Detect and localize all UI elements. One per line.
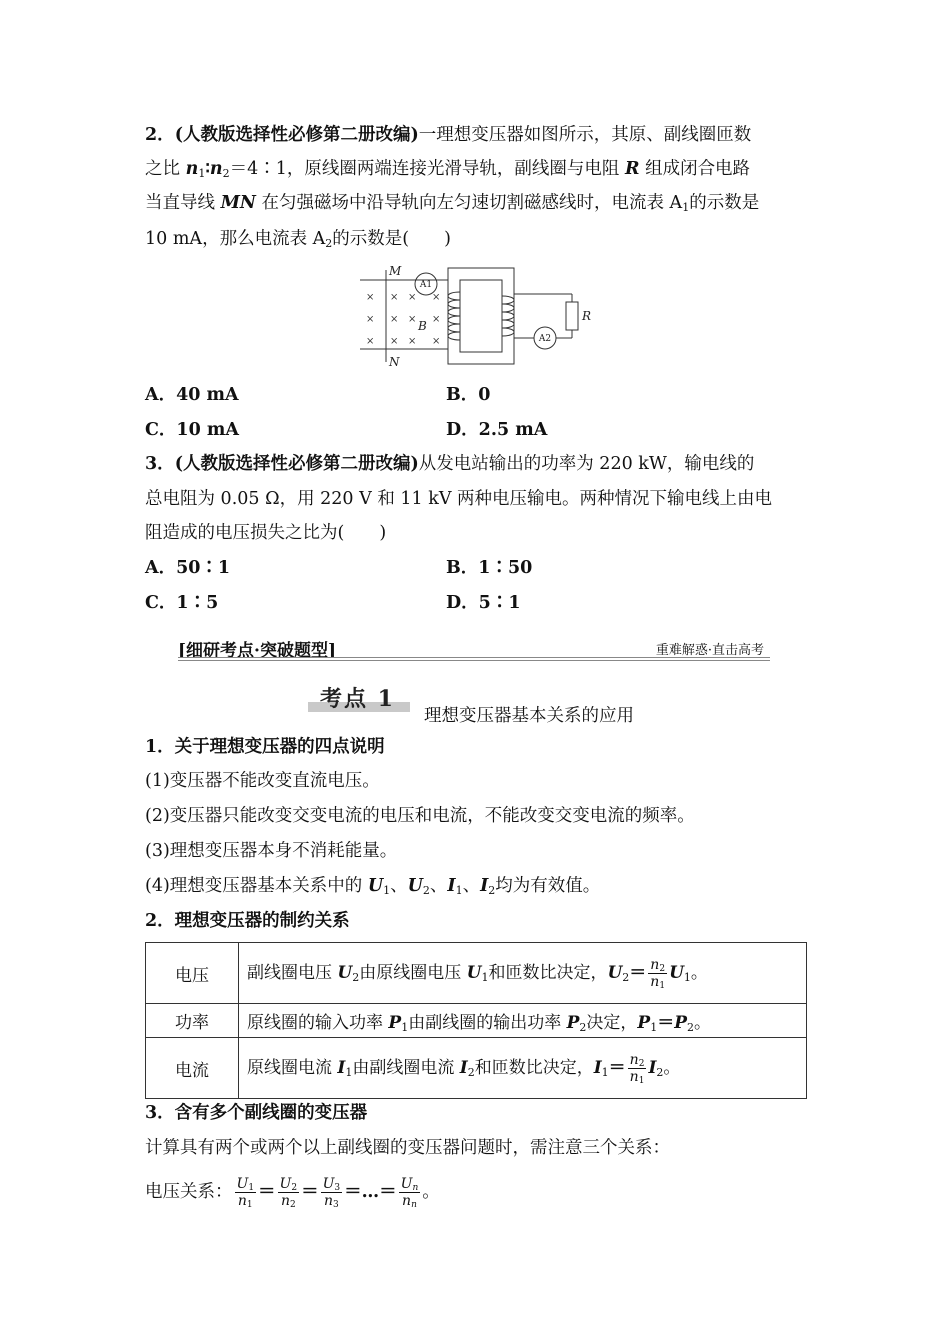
kaodian-label: 考点 1	[320, 686, 395, 712]
table-row	[146, 1004, 807, 1038]
q3-line-2: 总电阻为 0.05 Ω，用 220 V 和 11 kV 两种电压输电。两种情况下输电线上由电	[145, 489, 773, 509]
label-M: M	[389, 264, 402, 278]
label-B: B	[418, 319, 427, 333]
point-3: (3)理想变压器本身不消耗能量。	[145, 841, 398, 861]
svg-text:×: ×	[390, 336, 399, 347]
svg-text:×: ×	[408, 292, 417, 303]
table-value: 原线圈的输入功率 $P_1$由副线圈的输出功率 $P_2$决定，$P_1=P_2$。	[239, 1004, 807, 1038]
section-header-right: 重难解惑·直击高考	[655, 643, 764, 658]
voltage-relation: 电压关系： $\frac{U_1}{n_1}$ ＝ $\frac{U_2}{n_2}$ ＝ $\frac{U_3}{n_3}$ ＝…＝ $\frac{U_n}{n_n}$ 。	[145, 1176, 440, 1210]
svg-text:×: ×	[432, 292, 441, 303]
q3-line-1: 3．(人教版选择性必修第二册改编)从发电站输出的功率为 220 kW，输电线的	[145, 454, 755, 474]
section3-heading: 3．含有多个副线圈的变压器	[145, 1103, 368, 1123]
table-row	[146, 943, 807, 1004]
kaodian-badge	[308, 688, 410, 714]
q3-option-a[interactable]: A．50∶1	[145, 558, 231, 578]
svg-text:×: ×	[408, 314, 417, 325]
q3-option-c[interactable]: C．1∶5	[145, 593, 219, 613]
points-heading-2: 2．理想变压器的制约关系	[145, 911, 350, 931]
q2-option-c[interactable]: C．10 mA	[145, 420, 239, 440]
q2-line-2: 之比 $n_1∶n_2=4∶1$，原线圈两端连接光滑导轨，副线圈与电阻 R 组成闭合电路	[145, 159, 751, 180]
table-value: 副线圈电压 $U_2$由原线圈电压 $U_1$和匝数比决定，$U_2=$ $\frac{n_2}{n_1}$ $U_1$。	[239, 943, 807, 1004]
q2-text: 一理想变压器如图所示，其原、副线圈匝数	[418, 125, 752, 145]
point-2: (2)变压器只能改变交变电流的电压和电流，不能改变交变电流的频率。	[145, 806, 695, 826]
q3-source: (人教版选择性必修第二册改编)	[174, 454, 419, 474]
q2-number: 2．	[145, 125, 175, 145]
table-key: 功率	[146, 1004, 239, 1038]
points-heading-1: 1．关于理想变压器的四点说明	[145, 737, 385, 757]
svg-text:×: ×	[366, 292, 375, 303]
table-value: 原线圈电流 $I_1$由副线圈电流 $I_2$和匝数比决定，$I_1=$ $\frac{n_2}{n_1}$ $I_2$。	[239, 1038, 807, 1099]
q2-option-b[interactable]: B．0	[446, 385, 491, 405]
transformer-circuit-figure	[360, 262, 600, 372]
table-key: 电流	[146, 1038, 239, 1099]
constraint-table	[145, 942, 807, 1099]
q3-option-b[interactable]: B．1∶50	[446, 558, 533, 578]
label-N: N	[389, 355, 400, 369]
svg-text:×: ×	[366, 314, 375, 325]
point-4: (4)理想变压器基本关系中的 $U_1$、$U_2$、$I_1$、$I_2$均为有效值。	[145, 876, 601, 897]
section-header-left: [细研考点·突破题型]	[178, 641, 337, 661]
q2-option-d[interactable]: D．2.5 mA	[446, 420, 548, 440]
q2-line-1	[145, 124, 751, 146]
svg-text:×: ×	[390, 314, 399, 325]
q2-option-a[interactable]: A．40 mA	[145, 385, 239, 405]
ammeter-A1: A1	[419, 280, 433, 290]
section-header	[178, 636, 770, 660]
section3-text: 计算具有两个或两个以上副线圈的变压器问题时，需注意三个关系：	[145, 1138, 670, 1158]
q2-line-4: 10 mA，那么电流表 $A_2$的示数是( )	[145, 229, 451, 250]
table-row	[146, 1038, 807, 1099]
table-key: 电压	[146, 943, 239, 1004]
q2-line-3: 当直导线 MN 在匀强磁场中沿导轨向左匀速切割磁感线时，电流表 $A_1$的示数是	[145, 193, 760, 214]
svg-text:×: ×	[366, 336, 375, 347]
svg-text:×: ×	[408, 336, 417, 347]
svg-text:×: ×	[432, 314, 441, 325]
q3-line-3: 阻造成的电压损失之比为( )	[145, 523, 387, 543]
svg-text:×: ×	[390, 292, 399, 303]
section-header-rule	[178, 657, 770, 661]
ammeter-A2: A2	[538, 334, 552, 344]
q3-option-d[interactable]: D．5∶1	[446, 593, 521, 613]
svg-text:×: ×	[432, 336, 441, 347]
point-1: (1)变压器不能改变直流电压。	[145, 771, 380, 791]
label-R: R	[582, 309, 592, 323]
q2-source: (人教版选择性必修第二册改编)	[174, 125, 419, 145]
kaodian-title: 理想变压器基本关系的应用	[424, 706, 634, 726]
